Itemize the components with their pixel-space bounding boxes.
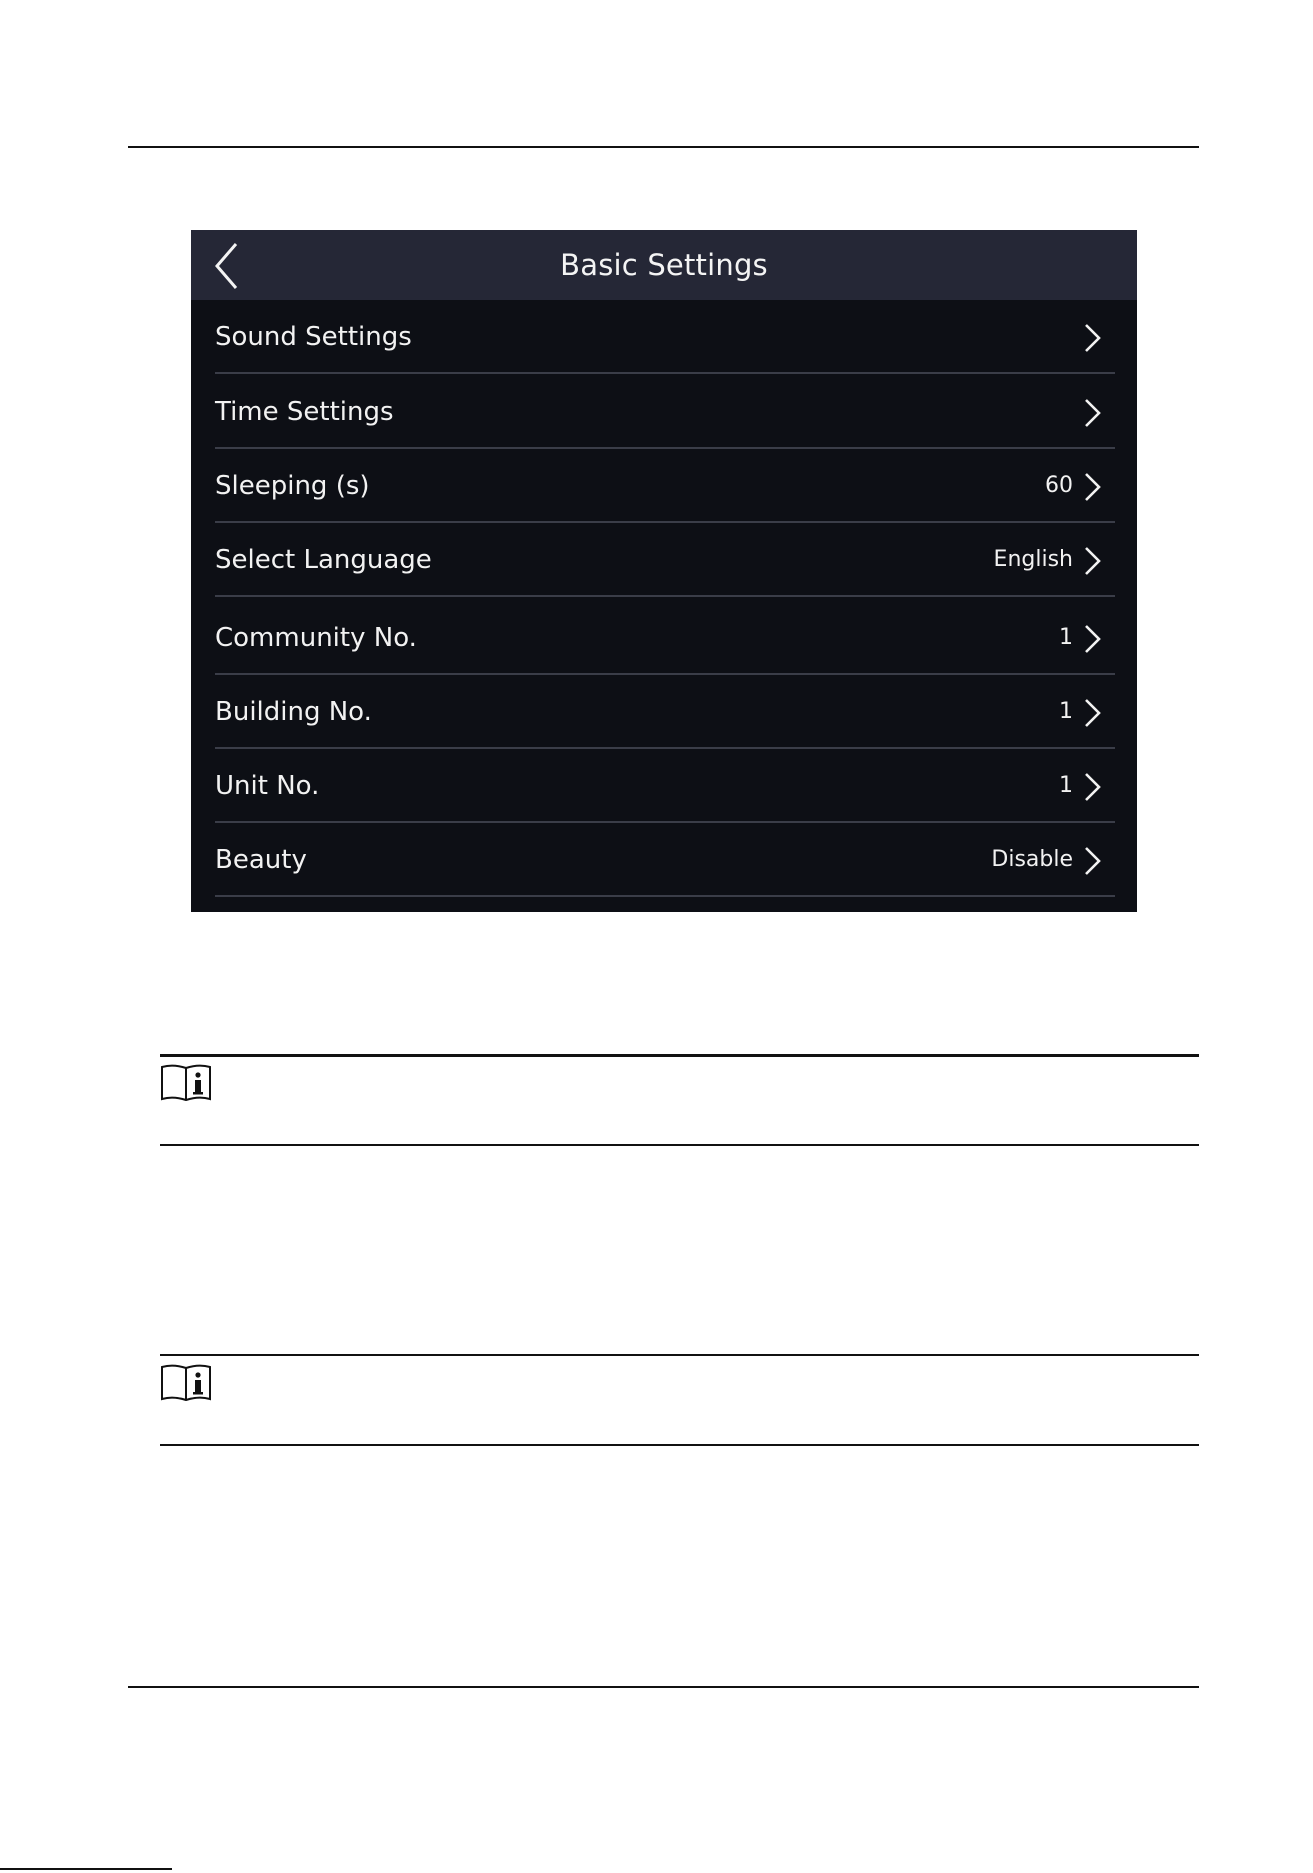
divider <box>215 372 1115 374</box>
footer-bar <box>0 1868 172 1870</box>
chevron-right-icon <box>1081 471 1103 503</box>
settings-item-value: 1 <box>1059 625 1073 650</box>
title-bar <box>191 230 1137 300</box>
settings-item-value: English <box>993 547 1073 572</box>
divider <box>215 895 1115 897</box>
note-box <box>160 1354 1199 1446</box>
settings-item-label: Time Settings <box>215 397 394 427</box>
settings-item-language[interactable] <box>191 523 1137 597</box>
settings-item-label: Beauty <box>215 845 307 875</box>
settings-item-building[interactable] <box>191 675 1137 749</box>
footer-rule <box>128 1686 1199 1688</box>
chevron-right-icon <box>1081 397 1103 429</box>
settings-item-value: 1 <box>1059 699 1073 724</box>
settings-item-label: Community No. <box>215 623 417 653</box>
note-top-rule <box>160 1054 1199 1057</box>
device-screen <box>191 230 1137 912</box>
settings-item-label: Unit No. <box>215 771 320 801</box>
divider <box>215 595 1115 597</box>
settings-item-value: Disable <box>991 847 1073 872</box>
chevron-right-icon <box>1081 623 1103 655</box>
settings-item-sound[interactable] <box>191 300 1137 374</box>
chevron-right-icon <box>1081 771 1103 803</box>
footer-strip <box>0 1868 1313 1873</box>
info-book-icon <box>160 1064 212 1102</box>
page-title: Basic Settings <box>560 248 768 282</box>
note-bottom-rule <box>160 1144 1199 1146</box>
settings-item-beauty[interactable] <box>191 823 1137 897</box>
settings-item-value: 60 <box>1045 473 1073 498</box>
chevron-right-icon <box>1081 545 1103 577</box>
settings-item-community[interactable] <box>191 601 1137 675</box>
settings-item-unit[interactable] <box>191 749 1137 823</box>
note-box <box>160 1054 1199 1146</box>
settings-item-label: Sleeping (s) <box>215 471 370 501</box>
settings-item-time[interactable] <box>191 375 1137 449</box>
header-rule <box>128 146 1199 148</box>
chevron-right-icon <box>1081 322 1103 354</box>
settings-item-label: Building No. <box>215 697 372 727</box>
note-bottom-rule <box>160 1444 1199 1446</box>
settings-item-label: Select Language <box>215 545 432 575</box>
chevron-right-icon <box>1081 845 1103 877</box>
note-top-rule <box>160 1354 1199 1356</box>
info-book-icon <box>160 1364 212 1402</box>
settings-item-sleeping[interactable] <box>191 449 1137 523</box>
settings-item-value: 1 <box>1059 773 1073 798</box>
settings-item-label: Sound Settings <box>215 322 412 352</box>
chevron-right-icon <box>1081 697 1103 729</box>
